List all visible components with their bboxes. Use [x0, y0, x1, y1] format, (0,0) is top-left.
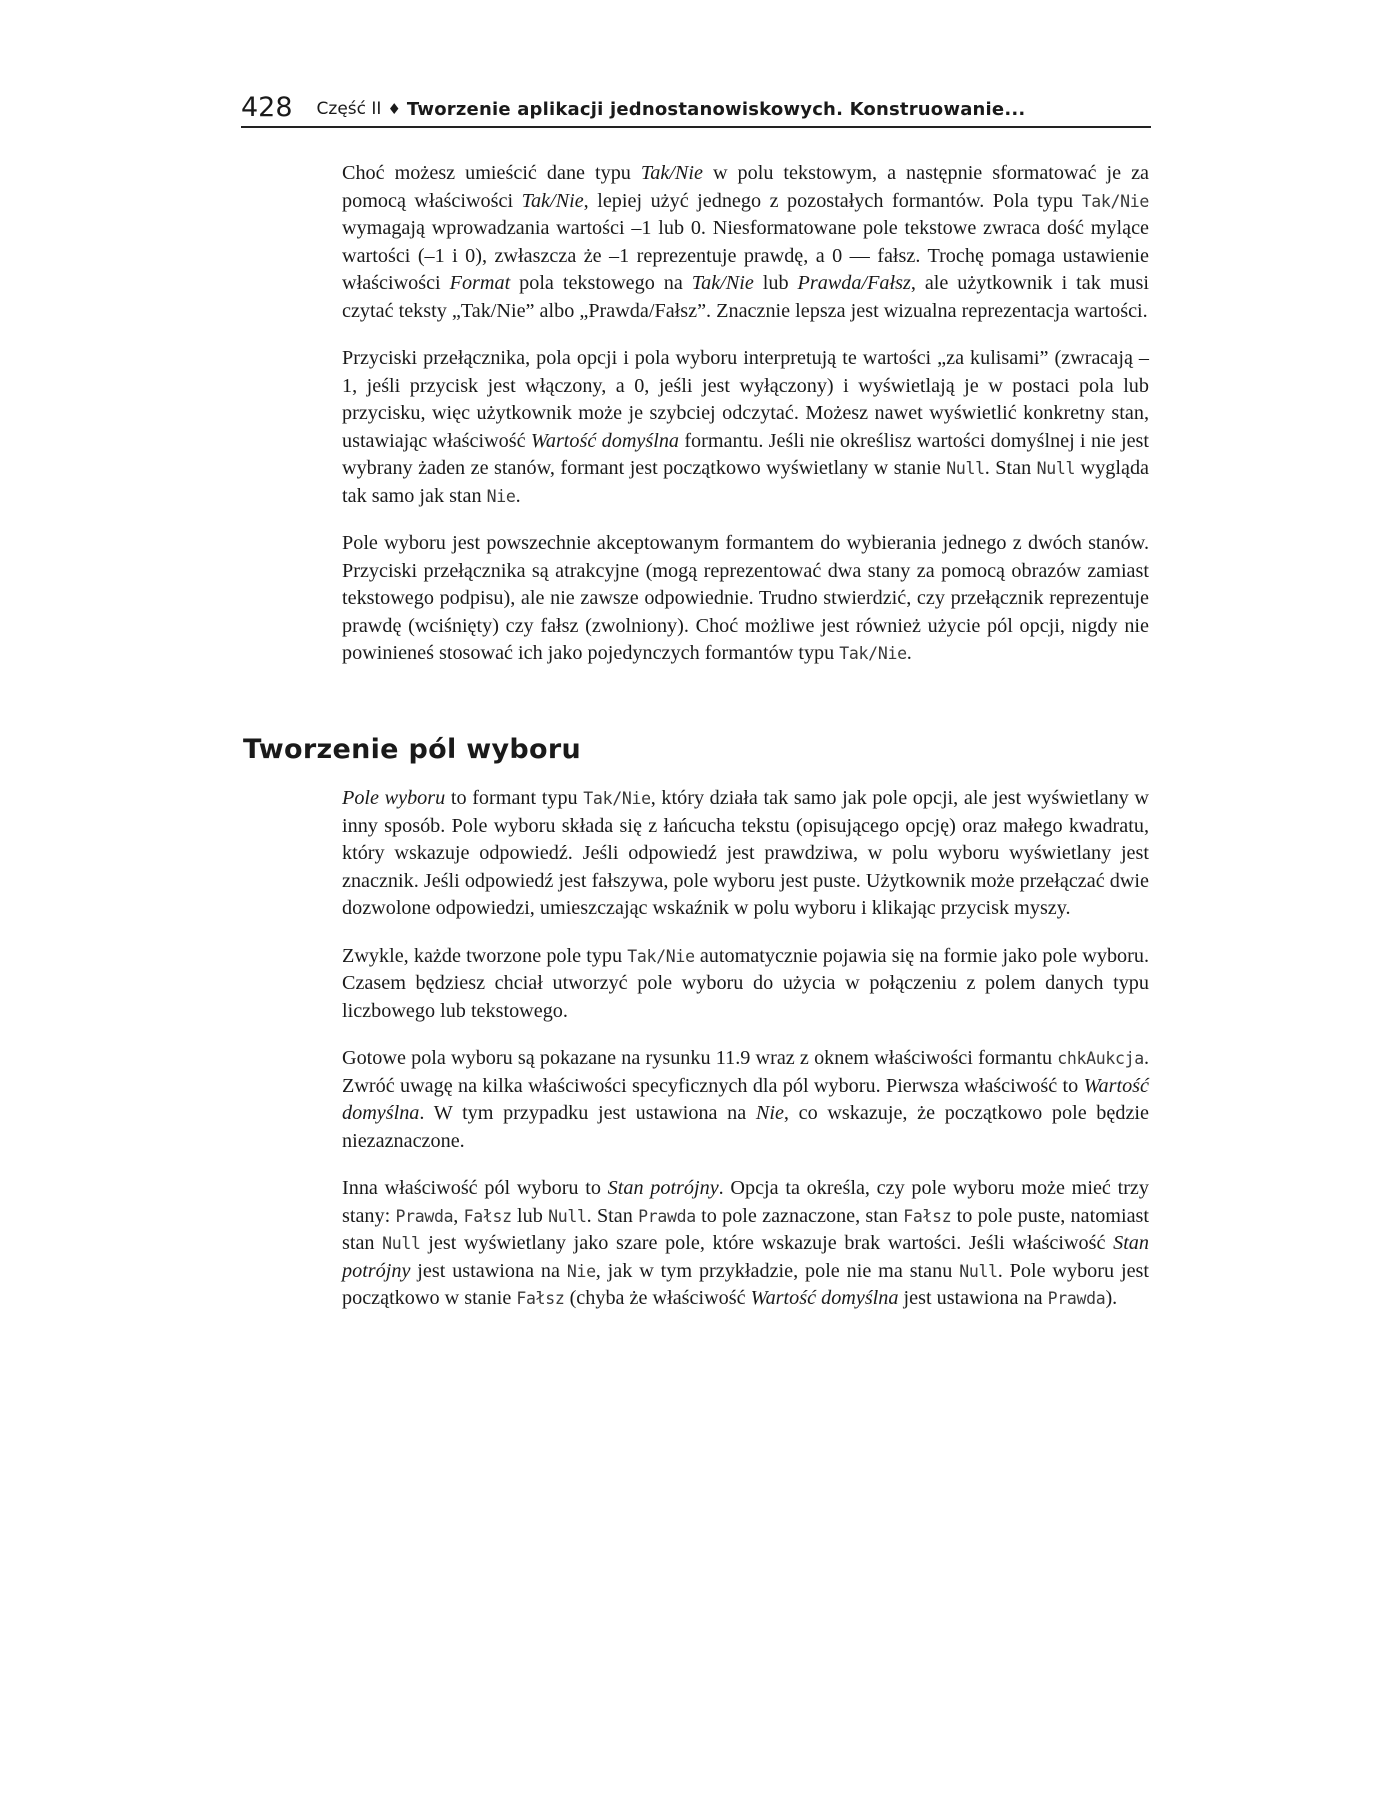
text-run: w polu tekstowym, a następnie sformatować je za pomocą właściwości: [342, 162, 1149, 212]
code-term: Null: [548, 1206, 587, 1226]
text-run: Gotowe pola wyboru są pokazane na rysunku 11.9 wraz z oknem właściwości formantu: [342, 1047, 1058, 1069]
paragraph: [342, 943, 1149, 1026]
code-term: Fałsz: [463, 1206, 512, 1226]
paragraph: [342, 1175, 1149, 1313]
text-run: ,: [453, 1204, 464, 1227]
text-run: Przyciski przełącznika, pola opcji i pola wyboru interpretują te wartości „za kulisami” (zwracają –1, jeśli przycisk jest włączony, a 0, jeśli jest wyłączony) i wyświetlają je w postaci pola lub przycisku, więc użytkownik może je szybciej odczytać. Możesz nawet wyświetlić konkretny stan, ustawiając właściwość: [342, 347, 1149, 452]
italic-term: Prawda/Fałsz: [797, 272, 911, 294]
text-run: . Opcja ta określa, czy pole wyboru może mieć trzy stany:: [342, 1177, 1149, 1227]
text-run: to formant typu: [445, 787, 584, 809]
text-run: , lepiej użyć jednego z pozostałych formantów. Pola typu: [583, 189, 1082, 212]
italic-term: Nie: [755, 1102, 784, 1124]
running-header: [241, 86, 1151, 128]
text-run: .: [906, 642, 912, 664]
paragraph: [342, 160, 1149, 325]
text-run: formantu. Jeśli nie określisz wartości domyślnej i nie jest wybrany żaden ze stanów, formant jest początkowo wyświetlany w stanie: [342, 429, 1149, 479]
italic-term: Pole wyboru: [342, 787, 446, 809]
text-run: to pole zaznaczone, stan: [695, 1204, 904, 1227]
code-term: Prawda: [1047, 1289, 1106, 1308]
italic-term: Stan potrójny: [607, 1177, 719, 1199]
paragraph: [342, 345, 1149, 510]
body-text-section: [342, 785, 1149, 1333]
italic-term: Wartość domyślna: [342, 1074, 1149, 1124]
code-term: Null: [946, 459, 985, 478]
text-run: . Stan: [586, 1204, 639, 1227]
code-term: Tak/Nie: [627, 946, 695, 966]
text-run: automatycznie pojawia się na formie jako pole wyboru. Czasem będziesz chciał utworzyć pole wyboru do użycia w połączeniu z polem danych typu liczbowego lub tekstowego.: [342, 944, 1149, 1022]
body-text-top: [342, 160, 1149, 688]
text-run: wymagają wprowadzania wartości –1 lub 0. Niesformatowane pole tekstowe zwraca dość mylące wartości (–1 i 0), zwłaszcza że –1 reprezentuje prawdę, a 0 — fałsz. Trochę pomaga ustawienie właściwości: [342, 217, 1149, 294]
text-run: to pole puste, natomiast stan: [342, 1204, 1150, 1254]
code-term: Fałsz: [516, 1289, 565, 1308]
text-run: (chyba że właściwość: [564, 1287, 751, 1309]
text-run: , który działa tak samo jak pole opcji, ale jest wyświetlany w inny sposób. Pole wyboru składa się z łańcucha tekstu (opisującego opcję) oraz małego kwadratu, który wskazuje odpowiedź. Jeśli odpowiedź jest prawdziwa, w polu wyboru wyświetlany jest znacznik. Jeśli odpowiedź jest fałszywa, pole wyboru jest puste. Użytkownik może przełączać dwie dozwolone odpowiedzi, umieszczając wskaźnik w polu wyboru i klikając przycisk myszy.: [342, 787, 1149, 919]
code-term: chkAukcja: [1057, 1049, 1144, 1068]
paragraph: [342, 1045, 1149, 1155]
code-term: Nie: [566, 1261, 596, 1281]
text-run: Pole wyboru jest powszechnie akceptowanym formantem do wybierania jednego z dwóch stanów. Przyciski przełącznika są atrakcyjne (mogą reprezentować dwa stany za pomocą obrazów zamiast tekstowego podpisu), ale nie zawsze odpowiednie. Trudno stwierdzić, czy przełącznik reprezentuje prawdę (wciśnięty) czy fałsz (zwolniony). Choć możliwe jest również użycie pól opcji, nigdy nie powinieneś stosować ich jako pojedynczych formantów typu: [342, 532, 1149, 664]
code-term: Null: [1036, 459, 1076, 478]
text-run: ).: [1105, 1287, 1118, 1309]
italic-term: Wartość domyślna: [750, 1287, 899, 1309]
text-run: lub: [511, 1204, 549, 1227]
paragraph: [342, 785, 1149, 923]
italic-term: Wartość domyślna: [530, 429, 680, 452]
code-term: Prawda: [395, 1206, 454, 1226]
code-term: Tak/Nie: [1081, 191, 1150, 211]
code-term: Null: [382, 1234, 421, 1253]
section-heading: Tworzenie pól wyboru: [243, 734, 581, 765]
text-run: wygląda tak samo jak stan: [342, 457, 1150, 507]
diamond-separator-icon: ♦: [387, 100, 401, 118]
italic-term: Tak/Nie: [691, 272, 754, 294]
text-run: , co wskazuje, że początkowo pole będzie niezaznaczone.: [342, 1102, 1149, 1152]
text-run: jest wyświetlany jako szare pole, które wskazuje brak wartości. Jeśli właściwość: [420, 1232, 1114, 1254]
text-run: Zwykle, każde tworzone pole typu: [342, 944, 628, 967]
italic-term: Tak/Nie: [521, 189, 584, 212]
code-term: Nie: [486, 486, 516, 506]
text-run: Inna właściwość pól wyboru to: [342, 1177, 608, 1199]
chapter-title: Tworzenie aplikacji jednostanowiskowych. Konstruowanie...: [406, 99, 1026, 120]
text-run: jest ustawiona na: [410, 1259, 567, 1282]
text-run: . Pole wyboru jest początkowo w stanie: [342, 1259, 1149, 1309]
text-run: . Zwróć uwagę na kilka właściwości specyficznych dla pól wyboru. Pierwsza właściwość to: [342, 1047, 1149, 1097]
part-label: Część II: [316, 99, 382, 119]
text-run: .: [515, 484, 521, 507]
code-term: Tak/Nie: [583, 789, 651, 808]
italic-term: Stan potrójny: [342, 1232, 1149, 1282]
text-run: . W tym przypadku jest ustawiona na: [419, 1102, 756, 1124]
code-term: Null: [959, 1261, 998, 1281]
text-run: Choć możesz umieścić dane typu: [342, 162, 641, 184]
text-run: , jak w tym przykładzie, pole nie ma stanu: [595, 1259, 960, 1282]
text-run: jest ustawiona na: [898, 1287, 1048, 1309]
page-number: 428: [241, 92, 293, 123]
text-run: . Stan: [984, 457, 1037, 479]
italic-term: Tak/Nie: [640, 162, 703, 184]
paragraph: [342, 530, 1149, 668]
text-run: , ale użytkownik i tak musi czytać teksty „Tak/Nie” albo „Prawda/Fałsz”. Znacznie lepsza jest wizualna reprezentacja wartości.: [342, 272, 1150, 322]
code-term: Tak/Nie: [839, 644, 907, 663]
text-run: pola tekstowego na: [510, 272, 692, 294]
code-term: Fałsz: [903, 1206, 952, 1226]
code-term: Prawda: [638, 1206, 696, 1226]
text-run: lub: [753, 272, 798, 294]
italic-term: Format: [449, 272, 511, 294]
